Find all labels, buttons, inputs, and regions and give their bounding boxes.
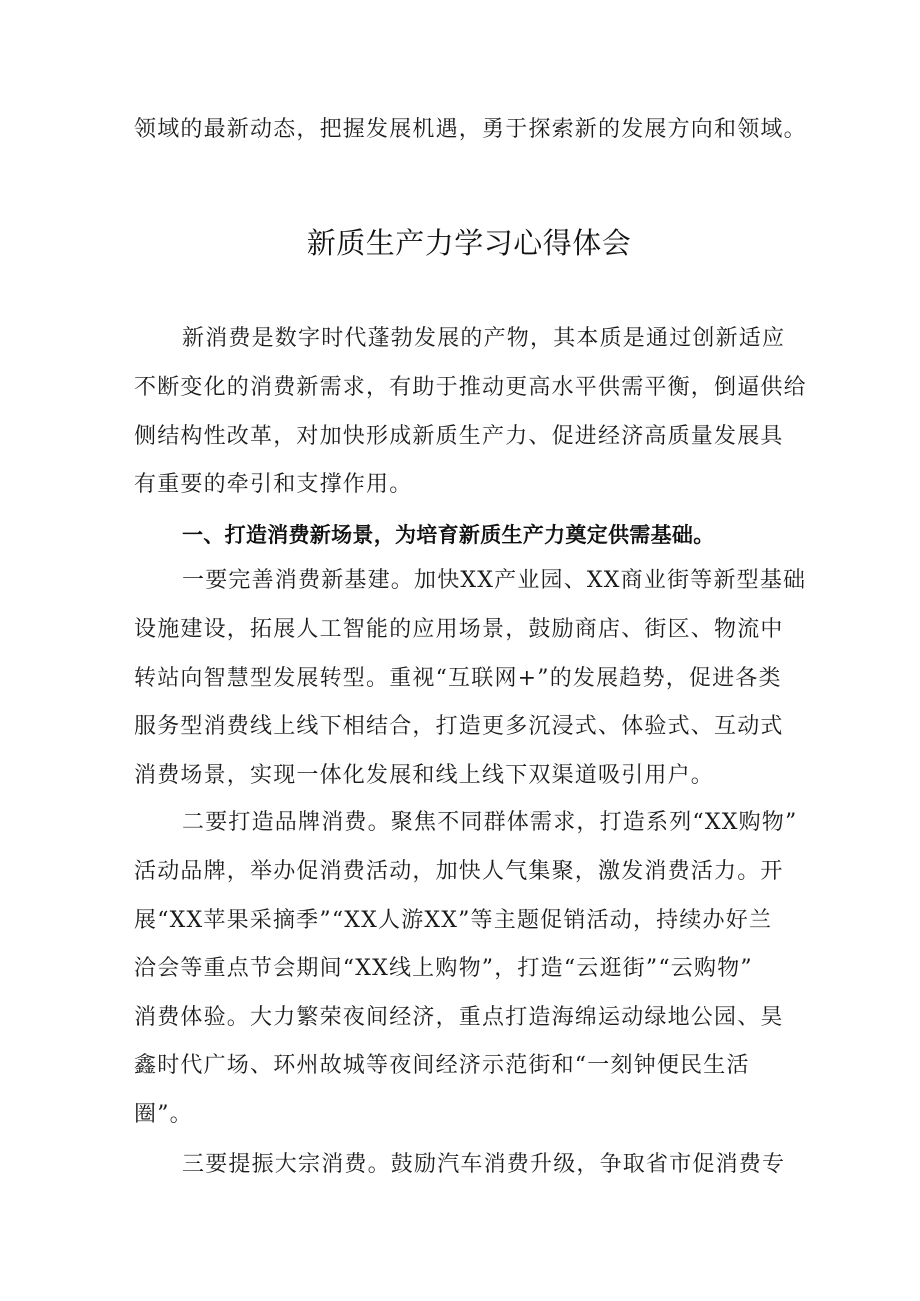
paragraph-line: 不断变化的消费新需求，有助于推动更高水平供需平衡，倒逼供给	[134, 375, 807, 400]
paragraph-line: 二要打造品牌消费。聚焦不同群体需求，打造系列“XX购物”	[182, 810, 798, 835]
paragraph-line: 消费体验。大力繁荣夜间经济，重点打造海绵运动绿地公园、昊	[134, 1005, 784, 1030]
paragraph-line: 圈”。	[134, 1102, 193, 1127]
paragraph-line: 转站向智慧型发展转型。重视“互联网+”的发展趋势，促进各类	[134, 666, 782, 691]
paragraph-line: 设施建设，拓展人工智能的应用场景，鼓励商店、街区、物流中	[134, 617, 784, 642]
paragraph-line: 服务型消费线上线下相结合，打造更多沉浸式、体验式、互动式	[134, 714, 784, 739]
paragraph-line: 展“XX苹果采摘季”“XX人游XX”等主题促销活动，持续办好兰	[134, 908, 773, 933]
page-title: 新质生产力学习心得体会	[306, 226, 632, 260]
paragraph-line: 有重要的牵引和支撑作用。	[134, 472, 413, 497]
paragraph-line: 侧结构性改革，对加快形成新质生产力、促进经济高质量发展具	[134, 424, 784, 449]
continuation-line: 领域的最新动态，把握发展机遇，勇于探索新的发展方向和领域。	[134, 117, 807, 142]
section-heading: 一、打造消费新场景，为培育新质生产力奠定供需基础。	[182, 523, 715, 547]
paragraph-line: 鑫时代广场、环州故城等夜间经济示范街和“一刻钟便民生活	[134, 1053, 750, 1078]
paragraph-line: 消费场景，实现一体化发展和线上线下双渠道吸引用户。	[134, 763, 715, 788]
paragraph-line: 新消费是数字时代蓬勃发展的产物，其本质是通过创新适应	[182, 326, 786, 351]
paragraph-line: 活动品牌，举办促消费活动，加快人气集聚，激发消费活力。开	[134, 859, 784, 884]
paragraph-line: 洽会等重点节会期间“XX线上购物”，打造“云逛街”“云购物”	[134, 956, 753, 981]
paragraph-line: 三要提振大宗消费。鼓励汽车消费升级，争取省市促消费专	[182, 1152, 786, 1177]
paragraph-line: 一要完善消费新基建。加快XX产业园、XX商业街等新型基础	[182, 568, 807, 593]
